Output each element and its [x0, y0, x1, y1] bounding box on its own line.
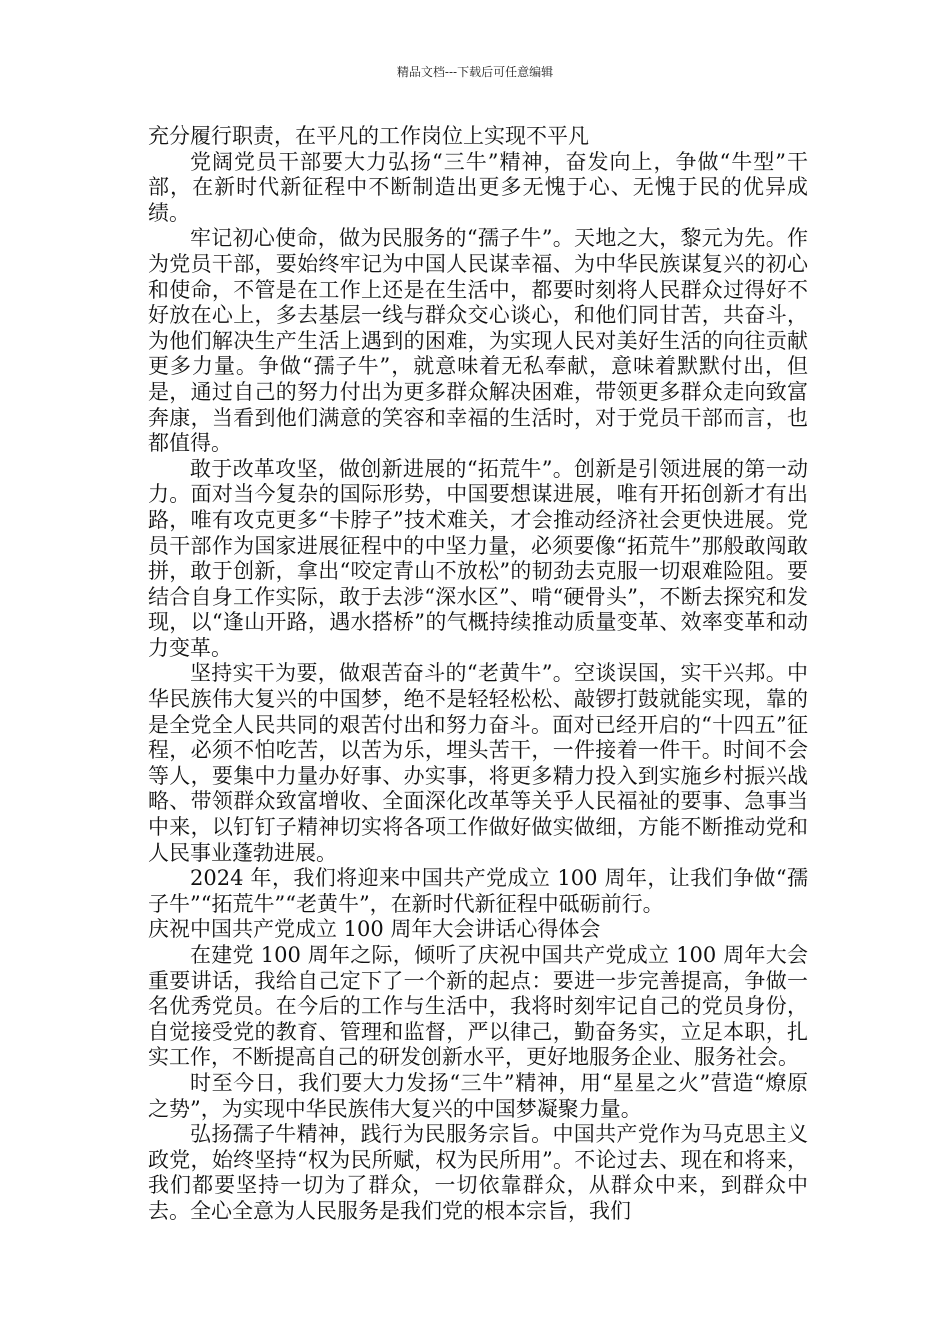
paragraph: 时至今日，我们要大力发扬“三牛”精神，用“星星之火”营造“燎原之势”，为实现中华民族伟大复兴的中国梦凝聚力量。: [148, 1070, 808, 1121]
paragraph: 2024 年，我们将迎来中国共产党成立 100 周年，让我们争做“孺子牛”“拓荒牛”“老黄牛”，在新时代新征程中砥砺前行。: [148, 866, 808, 916]
section-heading: 庆祝中国共产党成立 100 周年大会讲话心得体会: [148, 917, 601, 942]
document-body: [148, 124, 808, 1225]
paragraph: 弘扬孺子牛精神，践行为民服务宗旨。中国共产党作为马克思主义政党，始终坚持“权为民所赋，权为民所用”。不论过去、现在和将来，我们都要坚持一切为了群众，一切依靠群众，从群众中来，到群众中去。全心全意为人民服务是我们党的根本宗旨，我们: [148, 1122, 808, 1223]
paragraph: 充分履行职责，在平凡的工作岗位上实现不平凡: [148, 124, 589, 148]
paragraph: 牢记初心使命，做为民服务的“孺子牛”。天地之大，黎元为先。作为党员干部，要始终牢记为中国人民谋幸福、为中华民族谋复兴的初心和使命，不管是在工作上还是在生活中，都要时刻将人民群众过得好不好放在心上，多去基层一线与群众交心谈心，和他们同甘苦，共奋斗，为他们解决生产生活上遇到的困难，为实现人民对美好生活的向往贡献更多力量。争做“孺子牛”，就意味着无私奉献，意味着默默付出，但是，通过自己的努力付出为更多群众解决困难，带领更多群众走向致富奔康，当看到他们满意的笑容和幸福的生活时，对于党员干部而言，也都值得。: [148, 226, 808, 456]
paragraph: 党阔党员干部要大力弘扬“三牛”精神，奋发向上，争做“牛型”干部，在新时代新征程中不断制造出更多无愧于心、无愧于民的优异成绩。: [148, 149, 808, 225]
paragraph: 在建党 100 周年之际，倾听了庆祝中国共产党成立 100 周年大会重要讲话，我给自己定下了一个新的起点：要进一步完善提高，争做一名优秀党员。在今后的工作与生活中，我将时刻牢记自己的党员身份，自觉接受党的教育、管理和监督，严以律己，勤奋务实，立足本职，扎实工作，不断提高自己的研发创新水平，更好地服务企业、服务社会。: [148, 943, 808, 1070]
paragraph: 坚持实干为要，做艰苦奋斗的“老黄牛”。空谈误国，实干兴邦。中华民族伟大复兴的中国梦，绝不是轻轻松松、敲锣打鼓就能实现，靠的是全党全人民共同的艰苦付出和努力奋斗。面对已经开启的“十四五”征程，必须不怕吃苦，以苦为乐，埋头苦干，一件接着一件干。时间不会等人，要集中力量办好事、办实事，将更多精力投入到实施乡村振兴战略、带领群众致富增收、全面深化改革等关乎人民福祉的要事、急事当中来，以钉钉子精神切实将各项工作做好做实做细，方能不断推动党和人民事业蓬勃进展。: [148, 661, 808, 865]
paragraph: 敢于改革攻坚，做创新进展的“拓荒牛”。创新是引领进展的第一动力。面对当今复杂的国际形势，中国要想谋进展，唯有开拓创新才有出路，唯有攻克更多“卡脖子”技术难关，才会推动经济社会更快进展。党员干部作为国家进展征程中的中坚力量，必须要像“拓荒牛”那般敢闯敢拼，敢于创新，拿出“咬定青山不放松”的韧劲去克服一切艰难险阻。要结合自身工作实际，敢于去涉“深水区”、啃“硬骨头”，不断去探究和发现，以“逢山开路，遇水搭桥”的气概持续推动质量变革、效率变革和动力变革。: [148, 456, 808, 660]
page-header: 精品文档---下载后可任意编辑: [396, 65, 554, 79]
